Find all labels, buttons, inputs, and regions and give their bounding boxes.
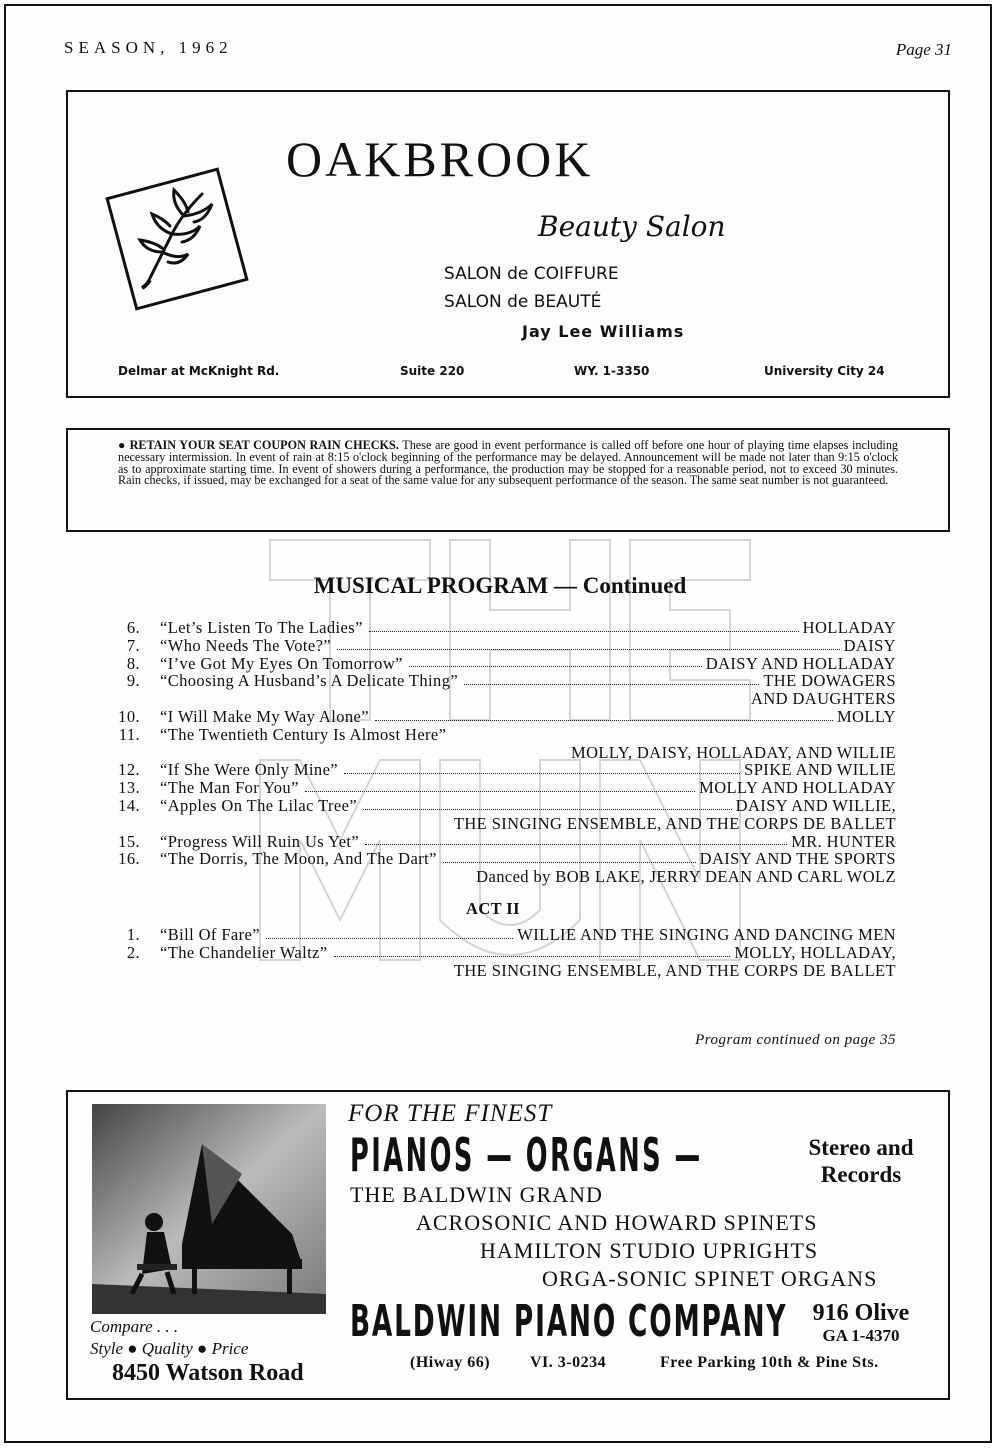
salon-address: Delmar at McKnight Rd.: [118, 364, 280, 378]
grand-piano-icon: [92, 1104, 326, 1314]
program-item: [110, 672, 896, 690]
program-item: [110, 761, 896, 779]
item-number: 1.: [126, 924, 140, 944]
item-number: 10.: [118, 706, 140, 726]
baldwin-ad: [66, 1090, 950, 1400]
performer: WILLIE AND THE SINGING AND DANCING MEN: [517, 924, 896, 944]
leader-dots: [464, 672, 759, 685]
song-title: “Who Needs The Vote?”: [160, 635, 332, 655]
item-number: 6.: [126, 618, 140, 637]
program-item: [110, 655, 896, 673]
parking-note: Free Parking 10th & Pine Sts.: [660, 1354, 879, 1371]
salon-name: OAKBROOK: [286, 131, 594, 187]
program-item: [110, 726, 896, 744]
olive-address: [806, 1300, 916, 1346]
leader-dots: [305, 779, 695, 792]
item-number: 13.: [118, 778, 140, 798]
watson-address: 8450 Watson Road: [112, 1360, 304, 1386]
performer: MR. HUNTER: [791, 831, 896, 851]
song-title: “If She Were Only Mine”: [160, 760, 339, 780]
program-item: [110, 619, 896, 637]
salon-owner: Jay Lee Williams: [522, 322, 685, 341]
performer: DAISY AND HOLLADAY: [705, 653, 896, 673]
item-number: 15.: [118, 831, 140, 851]
program-title: MUSICAL PROGRAM — Continued: [313, 573, 687, 598]
item-number: 9.: [126, 671, 140, 691]
item-number: 14.: [118, 795, 140, 815]
compare-line: Compare . . .: [90, 1317, 179, 1336]
performer: MOLLY AND HOLLADAY: [699, 778, 896, 798]
song-title: “The Chandelier Waltz”: [160, 942, 328, 962]
item-number: 16.: [118, 849, 140, 869]
song-title: “Let’s Listen To The Ladies”: [160, 618, 363, 637]
finest-tagline: FOR THE FINEST: [348, 1100, 553, 1127]
item-number: 12.: [118, 760, 140, 780]
song-title: “The Man For You”: [160, 778, 299, 798]
performer: MOLLY: [836, 706, 896, 726]
performer: HOLLADAY: [802, 618, 896, 637]
song-title: “Apples On The Lilac Tree”: [160, 795, 358, 815]
rain-check-lead: ● RETAIN YOUR SEAT COUPON RAIN CHECKS.: [118, 438, 399, 452]
salon-city: University City 24: [764, 364, 885, 378]
performer-continued: Danced by BOB LAKE, JERRY DEAN AND CARL WOLZ: [476, 867, 896, 887]
salon-suite: Suite 220: [400, 364, 465, 378]
olive-street: 916 Olive: [812, 1300, 910, 1326]
program-item: [110, 797, 896, 815]
performer-continued: THE SINGING ENSEMBLE, AND THE CORPS DE BALLET: [453, 960, 896, 980]
leader-dots: [375, 708, 833, 721]
leader-dots: [337, 637, 840, 650]
pianos-organs-headline: PIANOS — ORGANS —: [350, 1128, 703, 1182]
item-number: 8.: [126, 653, 140, 673]
song-title: “I Will Make My Way Alone”: [160, 706, 369, 726]
stereo-records: Stereo and Records: [808, 1135, 914, 1187]
brand-line: ACROSONIC AND HOWARD SPINETS: [416, 1210, 818, 1235]
performer: MOLLY, HOLLADAY,: [734, 942, 896, 962]
song-title: “The Twentieth Century Is Almost Here”: [160, 724, 447, 744]
leader-dots: [369, 619, 799, 632]
program-list: [110, 619, 896, 979]
song-title: “I’ve Got My Eyes On Tomorrow”: [160, 653, 403, 673]
leader-dots: [443, 850, 696, 863]
rain-check-notice: [66, 428, 950, 532]
page-number: Page 31: [895, 40, 952, 59]
compare-qualities: Style ● Quality ● Price: [90, 1339, 249, 1358]
performer-continued: AND DAUGHTERS: [751, 689, 896, 709]
performer: SPIKE AND WILLIE: [744, 760, 896, 780]
brand-line: ORGA-SONIC SPINET ORGANS: [542, 1266, 878, 1291]
leader-dots: [266, 926, 513, 939]
company-phone: VI. 3-0234: [530, 1354, 607, 1371]
performer-continued: MOLLY, DAISY, HOLLADAY, AND WILLIE: [571, 742, 896, 762]
song-title: “The Dorris, The Moon, And The Dart”: [160, 849, 437, 869]
program-item: [110, 926, 896, 944]
program-item: [110, 850, 896, 868]
item-number: 7.: [126, 635, 140, 655]
company-name: BALDWIN PIANO COMPANY: [350, 1296, 788, 1347]
program-item: [110, 708, 896, 726]
compare-text: [90, 1316, 248, 1360]
salon-beaute: SALON de BEAUTÉ: [444, 292, 602, 312]
performer: DAISY AND WILLIE,: [735, 795, 896, 815]
oak-leaf-icon: [102, 164, 252, 314]
item-number: 2.: [126, 942, 140, 962]
hiway-note: (Hiway 66): [410, 1354, 491, 1371]
song-title: “Progress Will Ruin Us Yet”: [160, 831, 360, 851]
olive-phone: GA 1-4370: [822, 1326, 900, 1345]
program-item: [110, 637, 896, 655]
song-title: “Choosing A Husband’s A Delicate Thing”: [160, 671, 459, 691]
performer: THE DOWAGERS: [763, 671, 896, 691]
salon-coiffure: SALON de COIFFURE: [444, 264, 619, 284]
leader-dots: [409, 655, 702, 668]
salon-phone: WY. 1-3350: [574, 364, 650, 378]
program-item: [110, 944, 896, 962]
rain-check-body: These are good in event performance is called off before one hour of playing time elapses including necessary intermission. In event of rain at 8:15 o'clock beginning of the performance may be delayed. Announcement will be made not later than 9:15 o'clock as to approximate starting time. In event of showers during a performance, the production may be stopped for a reasonable period, not to exceed 30 minutes. Rain checks, if issued, may be exchanged for a seat of the same value for any subsequent performance of the season. The same seat number is not guaranteed.: [118, 438, 899, 488]
leader-dots: [334, 944, 731, 957]
act-ii-heading: ACT II: [466, 898, 520, 918]
program-item: [110, 779, 896, 797]
oakbrook-ad: [66, 90, 950, 398]
song-title: “Bill Of Fare”: [160, 924, 260, 944]
performer: DAISY: [843, 635, 896, 655]
continued-note: Program continued on page 35: [695, 1032, 896, 1048]
performer: DAISY AND THE SPORTS: [699, 849, 896, 869]
leader-dots: [344, 761, 740, 774]
leader-dots: [365, 833, 787, 846]
brand-line: THE BALDWIN GRAND: [350, 1182, 603, 1207]
season-header: SEASON, 1962: [64, 38, 233, 57]
leader-dots: [363, 797, 732, 810]
program-item: [110, 833, 896, 851]
brand-line: HAMILTON STUDIO UPRIGHTS: [480, 1238, 819, 1263]
item-number: 11.: [118, 724, 140, 744]
performer-continued: THE SINGING ENSEMBLE, AND THE CORPS DE BALLET: [453, 813, 896, 833]
salon-subtitle: Beauty Salon: [538, 210, 726, 243]
